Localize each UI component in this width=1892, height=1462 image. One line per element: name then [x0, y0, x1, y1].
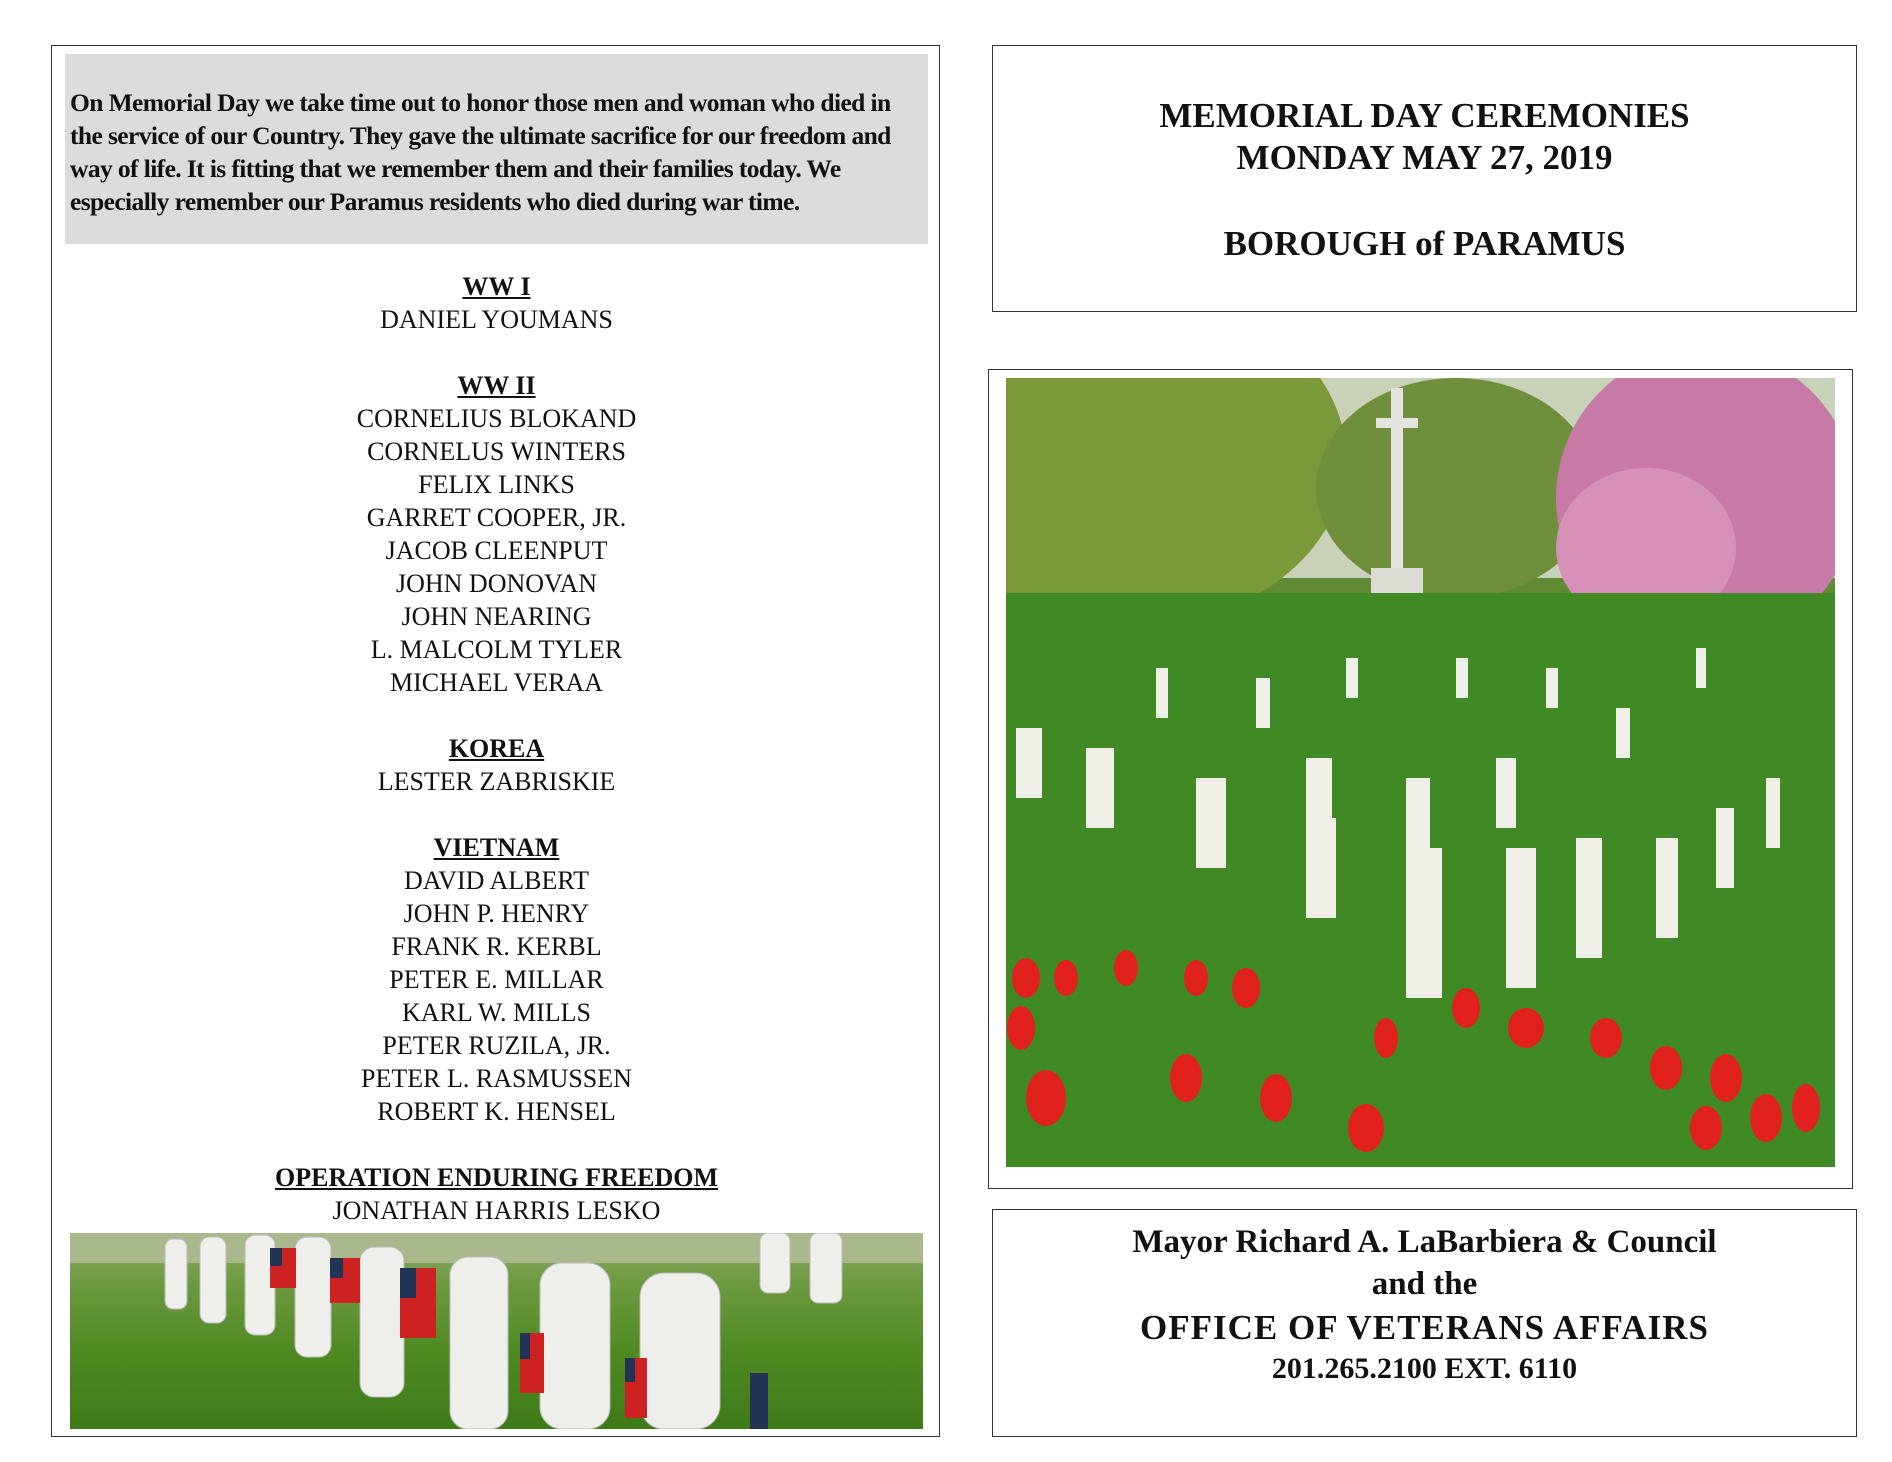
fallen-name: PETER L. RASMUSSEN	[361, 1064, 632, 1093]
fallen-name: L. MALCOLM TYLER	[370, 635, 623, 664]
fallen-name: JACOB CLEENPUT	[385, 536, 608, 565]
sponsor-box	[992, 1209, 1857, 1437]
fallen-name: JONATHAN HARRIS LESKO	[332, 1196, 661, 1225]
fallen-name: DANIEL YOUMANS	[380, 305, 613, 334]
title-box	[992, 45, 1857, 312]
war-section	[52, 831, 941, 1128]
cemetery-photo-frame	[988, 369, 1853, 1189]
fallen-name: LESTER ZABRISKIE	[377, 767, 616, 796]
war-heading: OPERATION ENDURING FREEDOM	[275, 1163, 718, 1192]
war-section	[52, 369, 941, 699]
and-the: and the	[1371, 1266, 1478, 1302]
fallen-name: FRANK R. KERBL	[391, 932, 602, 961]
war-heading: KOREA	[448, 734, 545, 763]
war-section	[52, 270, 941, 336]
fallen-name: PETER RUZILA, JR.	[382, 1031, 611, 1060]
intro-text: On Memorial Day we take time out to honor those men and woman who died in the service of our Country. They gave the ultimate sacrifice for our freedom and way of life. It is fitting that we remember them and their families today. We especially remember our Paramus residents who died during war time.	[65, 54, 928, 244]
fallen-residents-list	[52, 270, 941, 1260]
fallen-name: KARL W. MILLS	[402, 998, 591, 1027]
event-date: MONDAY MAY 27, 2019	[1236, 138, 1613, 177]
memorial-list-panel	[51, 45, 940, 1437]
fallen-name: DAVID ALBERT	[403, 866, 590, 895]
fallen-name: PETER E. MILLAR	[389, 965, 604, 994]
war-section	[52, 1161, 941, 1227]
fallen-name: JOHN DONOVAN	[395, 569, 598, 598]
fallen-name: CORNELIUS BLOKAND	[356, 404, 637, 433]
cemetery-tulips-illustration	[1006, 378, 1835, 1167]
cemetery-photo	[1006, 378, 1835, 1167]
flags-cemetery-image	[70, 1233, 923, 1429]
fallen-name: GARRET COOPER, JR.	[366, 503, 627, 532]
fallen-name: ROBERT K. HENSEL	[377, 1097, 616, 1126]
fallen-name: MICHAEL VERAA	[389, 668, 604, 697]
war-heading: VIETNAM	[433, 833, 560, 862]
fallen-name: JOHN P. HENRY	[403, 899, 590, 928]
mayor-council: Mayor Richard A. LaBarbiera & Council	[1132, 1224, 1717, 1260]
borough-name: BOROUGH of PARAMUS	[1223, 224, 1626, 263]
war-heading: WW II	[457, 371, 536, 400]
office-name: OFFICE OF VETERANS AFFAIRS	[1140, 1308, 1709, 1347]
phone-number: 201.265.2100 EXT. 6110	[1271, 1352, 1578, 1385]
headstones-with-flags-illustration	[70, 1233, 923, 1429]
fallen-name: JOHN NEARING	[401, 602, 592, 631]
fallen-name: FELIX LINKS	[418, 470, 575, 499]
war-section	[52, 732, 941, 798]
fallen-name: CORNELUS WINTERS	[367, 437, 626, 466]
event-title: MEMORIAL DAY CEREMONIES	[1159, 96, 1690, 135]
war-heading: WW I	[462, 272, 531, 301]
